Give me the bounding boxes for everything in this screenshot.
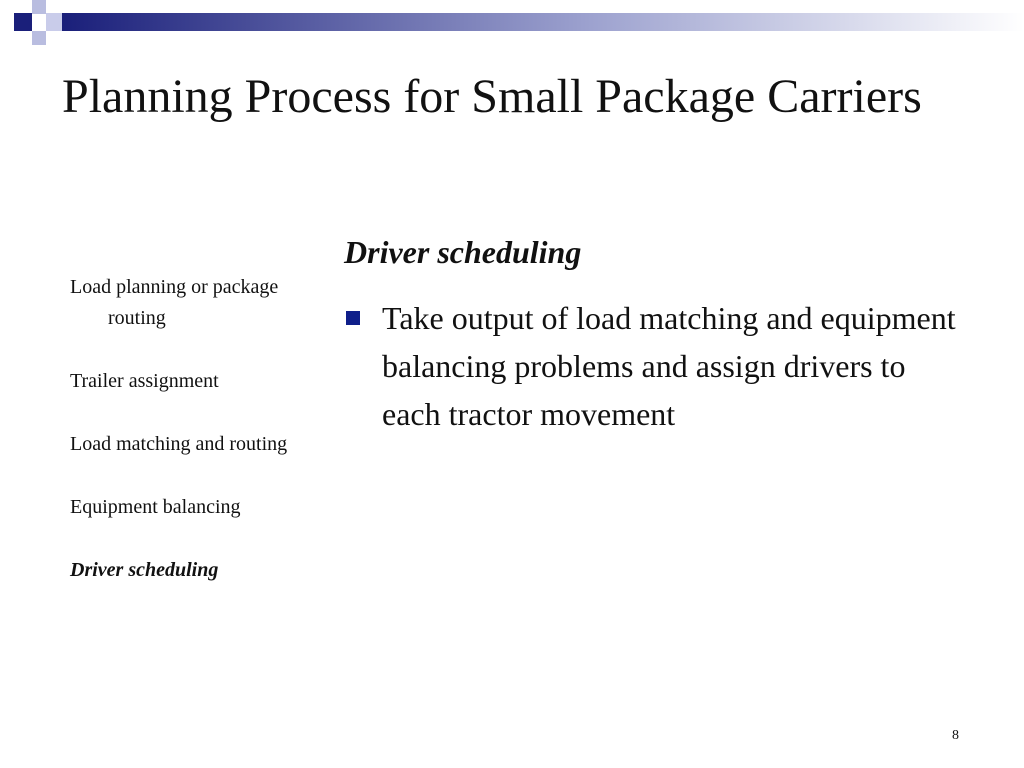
content-heading: Driver scheduling [344, 234, 582, 270]
banner-square-light [0, 0, 14, 14]
sidebar-item-driver-scheduling: Driver scheduling [70, 559, 219, 581]
banner-square-dark [14, 13, 32, 31]
banner-square-light [46, 13, 62, 31]
square-bullet-icon [346, 311, 360, 325]
decorative-banner [0, 0, 1024, 62]
bullet-item [344, 294, 964, 438]
page-number: 8 [952, 728, 959, 743]
banner-square-light [14, 31, 32, 43]
sidebar-item-equipment-balancing: Equipment balancing [70, 496, 241, 518]
banner-square-light [32, 31, 46, 45]
sidebar-item-load-matching: Load matching and routing [70, 433, 288, 455]
content-area [344, 228, 964, 438]
banner-gradient-bar [62, 13, 1024, 31]
sidebar-item-trailer-assignment: Trailer assignment [70, 370, 219, 392]
sidebar-item-load-planning: Load planning or package routing [70, 276, 279, 329]
sidebar-outline [70, 272, 310, 618]
banner-square-light [62, 0, 76, 13]
slide-title: Planning Process for Small Package Carriers [62, 70, 922, 123]
bullet-text: Take output of load matching and equipment balancing problems and assign drivers to each tractor movement [382, 300, 956, 432]
banner-square-light [32, 0, 46, 14]
